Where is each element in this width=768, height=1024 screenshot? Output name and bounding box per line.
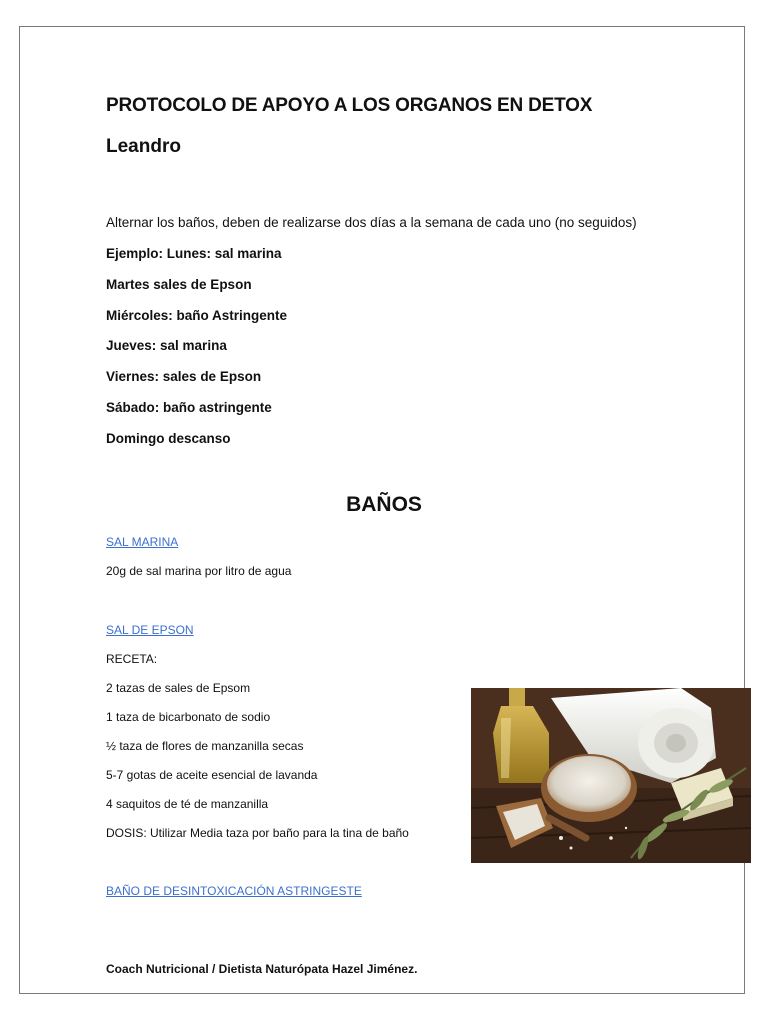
recipe-line: 1 taza de bicarbonato de sodio xyxy=(106,710,271,724)
astringente-link[interactable]: BAÑO DE DESINTOXICACIÓN ASTRINGESTE xyxy=(106,884,362,898)
schedule-line: Miércoles: baño Astringente xyxy=(106,308,288,323)
footer-signature: Coach Nutricional / Dietista Naturópata Hazel Jiménez. xyxy=(106,962,418,976)
intro-text: Alternar los baños, deben de realizarse dos días a la semana de cada uno (no seguidos) xyxy=(106,215,637,230)
schedule-line: Domingo descanso xyxy=(106,431,231,446)
client-name: Leandro xyxy=(106,136,181,157)
spa-illustration xyxy=(471,688,751,863)
banos-heading: BAÑOS xyxy=(346,493,422,516)
recipe-line: 5-7 gotas de aceite esencial de lavanda xyxy=(106,768,318,782)
schedule-line: Viernes: sales de Epson xyxy=(106,369,262,384)
document-title: PROTOCOLO DE APOYO A LOS ORGANOS EN DETOX xyxy=(106,95,593,116)
schedule-line: Martes sales de Epson xyxy=(106,277,252,292)
schedule-line: Ejemplo: Lunes: sal marina xyxy=(106,246,282,261)
sal-marina-link[interactable]: SAL MARINA xyxy=(106,535,179,549)
schedule-line: Sábado: baño astringente xyxy=(106,400,272,415)
sal-marina-text: 20g de sal marina por litro de agua xyxy=(106,564,292,578)
schedule-line: Jueves: sal marina xyxy=(106,338,227,353)
recipe-line: RECETA: xyxy=(106,652,158,666)
recipe-line: ½ taza de flores de manzanilla secas xyxy=(106,739,304,753)
recipe-line: DOSIS: Utilizar Media taza por baño para la tina de baño xyxy=(106,826,409,840)
spa-photo xyxy=(471,688,751,863)
recipe-line: 4 saquitos de té de manzanilla xyxy=(106,797,269,811)
recipe-line: 2 tazas de sales de Epsom xyxy=(106,681,251,695)
sal-epson-link[interactable]: SAL DE EPSON xyxy=(106,623,194,637)
